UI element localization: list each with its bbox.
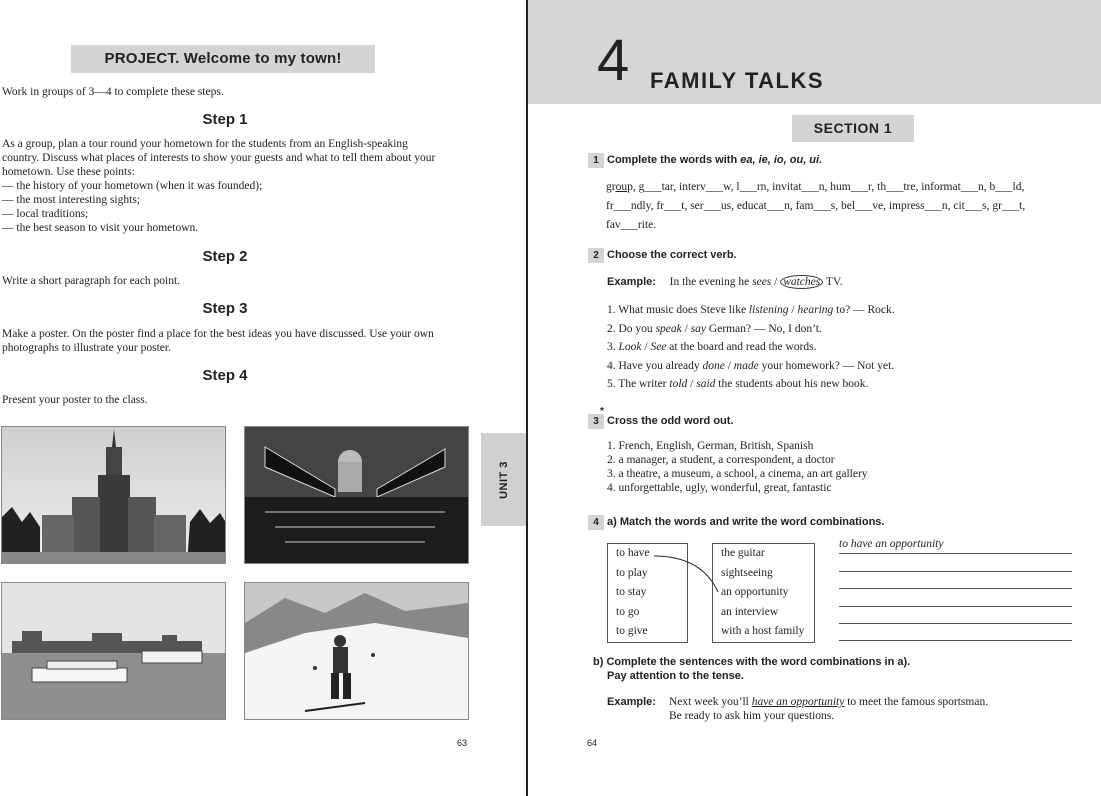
- intro-text: Work in groups of 3—4 to complete these steps.: [2, 86, 224, 98]
- step-3-text: Make a poster. On the poster find a place for the best ideas you have discussed. Use your own photographs to illustrate your poster.: [2, 328, 434, 354]
- photo-skier-mountains: [244, 582, 469, 720]
- match-connector-line: [648, 550, 728, 600]
- match-item: to give: [616, 625, 648, 637]
- match-item: to go: [616, 605, 640, 618]
- exercise-2-example: Example: In the evening he sees / watches TV.: [607, 276, 843, 288]
- section-label: SECTION 1: [792, 115, 914, 142]
- list-item: 3. Look / See at the board and read the words.: [607, 341, 817, 353]
- answer-line: [839, 571, 1072, 572]
- exercise-1-title: Complete the words with ea, ie, io, ou, ui.: [607, 154, 823, 166]
- page-number-right: 64: [587, 738, 598, 748]
- match-item: to have: [616, 547, 650, 559]
- list-item: 4. unforgettable, ugly, wonderful, great, fantastic: [607, 482, 832, 494]
- unit-tab: UNIT 3: [481, 433, 527, 526]
- exercise-3-list: [607, 439, 868, 495]
- match-item: sightseeing: [721, 566, 773, 579]
- answer-line: [839, 553, 1072, 554]
- list-item: 3. a theatre, a museum, a school, a cinema, an art gallery: [607, 468, 868, 480]
- photo-river-boats: [1, 582, 226, 720]
- match-item: an interview: [721, 605, 779, 618]
- page-number-left: 63: [457, 738, 468, 748]
- exercise-1-number: 1: [588, 153, 604, 168]
- list-item: 1. French, English, German, British, Spanish: [607, 440, 814, 452]
- chapter-number: 4: [597, 28, 630, 93]
- list-item: 2. Do you speak / say German? — No, I don’t.: [607, 322, 822, 335]
- answer-line: [839, 588, 1072, 589]
- exercise-2-number: 2: [588, 248, 604, 263]
- list-item: 5. The writer told / said the students about his new book.: [607, 378, 869, 390]
- exercise-4a-title: a) Match the words and write the word combinations.: [607, 516, 885, 528]
- exercise-4-number: 4: [588, 515, 604, 530]
- left-page: [0, 0, 527, 796]
- step-1-heading: Step 1: [202, 111, 248, 128]
- list-item: 1. What music does Steve like listening / hearing to? — Rock.: [607, 304, 895, 316]
- photo-university-tower: [1, 426, 226, 564]
- exercise-2-list: [607, 301, 895, 394]
- project-title: PROJECT. Welcome to my town!: [71, 45, 375, 73]
- match-item: the guitar: [721, 547, 765, 559]
- exercise-2-title: Choose the correct verb.: [607, 249, 737, 261]
- exercise-3-number: 3: [588, 414, 604, 429]
- answer-line: [839, 606, 1072, 607]
- exercise-4b-title: b) Complete the sentences with the word combinations in a).: [593, 656, 911, 668]
- match-item: an opportunity: [721, 586, 789, 598]
- step-2-heading: Step 2: [202, 248, 248, 265]
- exercise-4b-example-label: Example:: [607, 696, 656, 708]
- match-item: to play: [616, 566, 648, 579]
- step-4-heading: Step 4: [202, 367, 248, 384]
- match-item: with a host family: [721, 625, 805, 637]
- list-item: 4. Have you already done / made your homework? — Not yet.: [607, 359, 895, 372]
- exercise-3-star: *: [600, 406, 604, 417]
- answer-line: [839, 640, 1072, 641]
- step-4-text: Present your poster to the class.: [2, 394, 148, 406]
- answer-example: to have an opportunity: [839, 538, 944, 550]
- exercise-4b-example: Next week you’ll have an opportunity to meet the famous sportsman. Be ready to ask him your questions.: [669, 696, 989, 722]
- exercise-3-title: Cross the odd word out.: [607, 415, 734, 427]
- right-page: [528, 0, 1101, 796]
- step-3-heading: Step 3: [202, 300, 248, 317]
- match-item: to stay: [616, 586, 647, 598]
- chapter-title: FAMILY TALKS: [650, 68, 825, 93]
- exercise-1-words: group, g___tar, interv___w, l___rn, invitat___n, hum___r, th___tre, informat___n, b___ld, fr___ndly, fr___t, ser___us, educat___n, fam___s, bel___ve, impress___n, cit___s, gr___t, fav___rite.: [606, 181, 1026, 231]
- photo-drawbridge-night: [244, 426, 469, 564]
- exercise-4b-subtitle: Pay attention to the tense.: [607, 670, 744, 682]
- list-item: 2. a manager, a student, a correspondent, a doctor: [607, 454, 835, 466]
- step-2-text: Write a short paragraph for each point.: [2, 275, 181, 287]
- step-1-text: As a group, plan a tour round your hometown for the students from an English-speaking country. Discuss what places of interests to show your guests and what to tell them about your hometown. Use these points: — the history of your hometown (when it was founded); — the most interesting sights; — local traditions; — the best season to visit your hometown.: [2, 138, 436, 234]
- answer-line: [839, 623, 1072, 624]
